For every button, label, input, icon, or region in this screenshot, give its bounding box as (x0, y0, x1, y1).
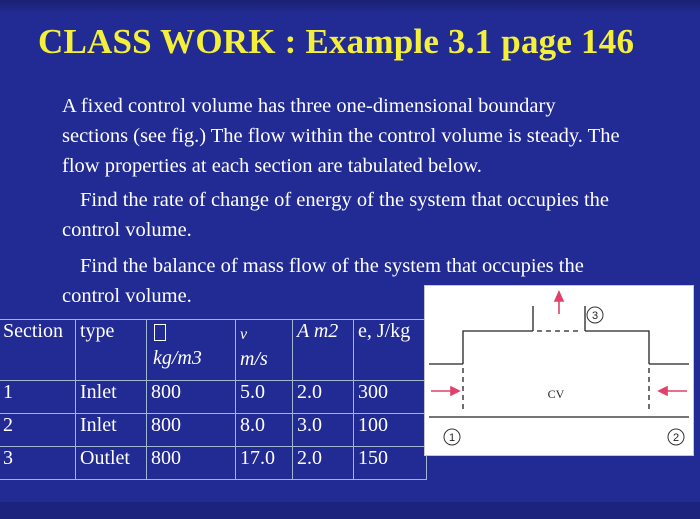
header-velocity-symbol: v (240, 326, 248, 343)
inlet-1-arrow-head (451, 387, 459, 395)
cell-area: 2.0 (293, 381, 354, 414)
header-area: A m2 (293, 320, 354, 381)
header-energy (354, 320, 427, 381)
section-1-label: 1 (448, 432, 456, 444)
cell-area: 2.0 (293, 447, 354, 480)
header-type: type (76, 320, 147, 381)
table-row (0, 414, 427, 447)
cell-density: 800 (147, 447, 236, 480)
header-energy-label: e, J/kg (358, 320, 411, 342)
bottom-band (0, 502, 700, 519)
header-density-unit: kg/m3 (153, 347, 202, 369)
cv-right-top-wall (585, 331, 649, 364)
paragraph-line: Find the balance of mass flow of the system that occupies the (80, 255, 584, 277)
header-density (147, 320, 236, 381)
cell-velocity: 8.0 (236, 414, 293, 447)
control-volume-diagram (424, 285, 694, 456)
cell-velocity: 17.0 (236, 447, 293, 480)
control-volume-label: CV (547, 387, 565, 401)
table-row (0, 381, 427, 414)
cell-energy: 150 (354, 447, 427, 480)
table-row (0, 447, 427, 480)
cell-velocity: 5.0 (236, 381, 293, 414)
header-section: Section (0, 320, 76, 381)
cell-density: 800 (147, 381, 236, 414)
cell-section: 3 (0, 447, 76, 480)
control-volume-figure (425, 286, 693, 455)
top-band (0, 0, 700, 14)
slide-title: CLASS WORK : Example 3.1 page 146 (38, 22, 635, 61)
paragraph-line: flow properties at each section are tabulated below. (62, 155, 482, 177)
density-symbol-icon (154, 324, 166, 341)
section-3-label: 3 (591, 310, 599, 322)
cell-area: 3.0 (293, 414, 354, 447)
header-velocity-unit: m/s (240, 348, 268, 370)
header-velocity (236, 320, 293, 381)
section-2-label: 2 (672, 432, 680, 444)
paragraph-line: Find the rate of change of energy of the system that occupies the (80, 189, 610, 211)
cell-type: Inlet (76, 381, 147, 414)
paragraph-line: A fixed control volume has three one-dimensional boundary (62, 95, 556, 117)
cell-density: 800 (147, 414, 236, 447)
cv-left-top-wall (463, 331, 533, 364)
cell-section: 1 (0, 381, 76, 414)
inlet-2-arrow-head (659, 387, 667, 395)
paragraph-line: sections (see fig.) The flow within the control volume is steady. The (62, 125, 620, 147)
cell-energy: 100 (354, 414, 427, 447)
cell-type: Outlet (76, 447, 147, 480)
cell-energy: 300 (354, 381, 427, 414)
cell-type: Inlet (76, 414, 147, 447)
paragraph-line: control volume. (62, 285, 192, 307)
paragraph-line: control volume. (62, 219, 192, 241)
table-header-row (0, 320, 427, 381)
outlet-3-arrow-head (555, 292, 563, 301)
flow-properties-table (0, 319, 427, 480)
cell-section: 2 (0, 414, 76, 447)
